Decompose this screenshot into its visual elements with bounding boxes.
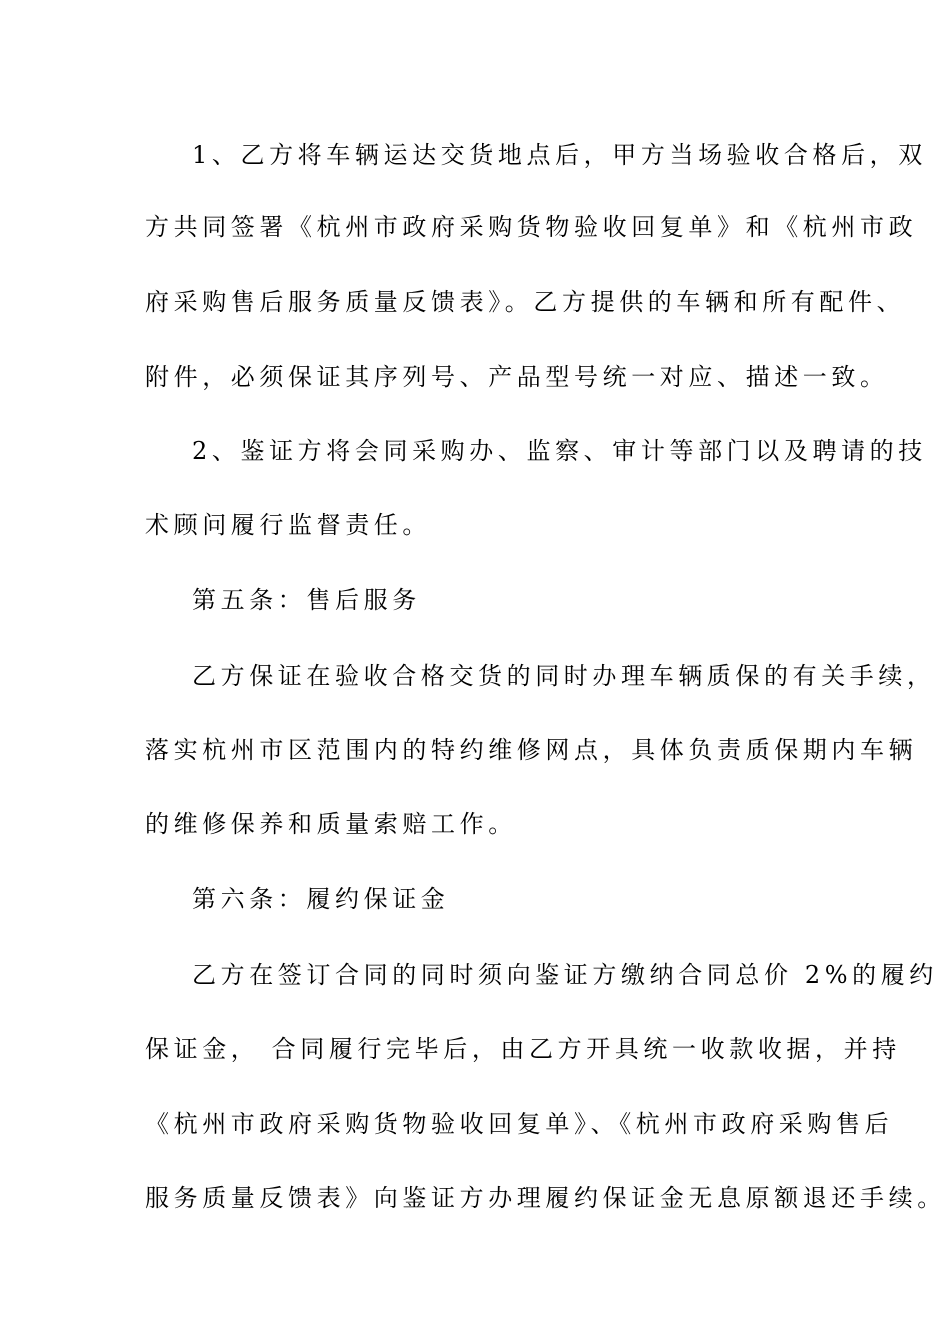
- paragraph-3-line-1: 乙方保证在验收合格交货的同时办理车辆质保的有关手续，: [192, 662, 936, 690]
- paragraph-4-line-1: 乙方在签订合同的同时须向鉴证方缴纳合同总价 2%的履约: [192, 961, 938, 989]
- section-heading-5: 第五条：售后服务: [192, 586, 421, 614]
- paragraph-1-line-2: 方共同签署《杭州市政府采购货物验收回复单》和《杭州市政: [145, 213, 918, 241]
- paragraph-1-line-1: 1、乙方将车辆运达交货地点后，甲方当场验收合格后，双: [192, 141, 927, 169]
- paragraph-1-line-4: 附件，必须保证其序列号、产品型号统一对应、描述一致。: [145, 363, 889, 391]
- paragraph-4-line-4: 服务质量反馈表》向鉴证方办理履约保证金无息原额退还手续。: [145, 1184, 946, 1212]
- paragraph-3-line-3: 的维修保养和质量索赔工作。: [145, 810, 517, 838]
- paragraph-4-line-2: 保证金， 合同履行完毕后，由乙方开具统一收款收据，并持: [145, 1035, 901, 1063]
- paragraph-2-line-1: 2、鉴证方将会同采购办、监察、审计等部门以及聘请的技: [192, 437, 927, 465]
- paragraph-1-line-3: 府采购售后服务质量反馈表》。乙方提供的车辆和所有配件、: [145, 288, 906, 316]
- paragraph-2-line-2: 术顾问履行监督责任。: [145, 511, 431, 539]
- paragraph-4-line-3: 《杭州市政府采购货物验收回复单》、《杭州市政府采购售后: [145, 1110, 894, 1138]
- section-heading-6: 第六条：履约保证金: [192, 885, 450, 913]
- paragraph-3-line-2: 落实杭州市区范围内的特约维修网点，具体负责质保期内车辆: [145, 736, 918, 764]
